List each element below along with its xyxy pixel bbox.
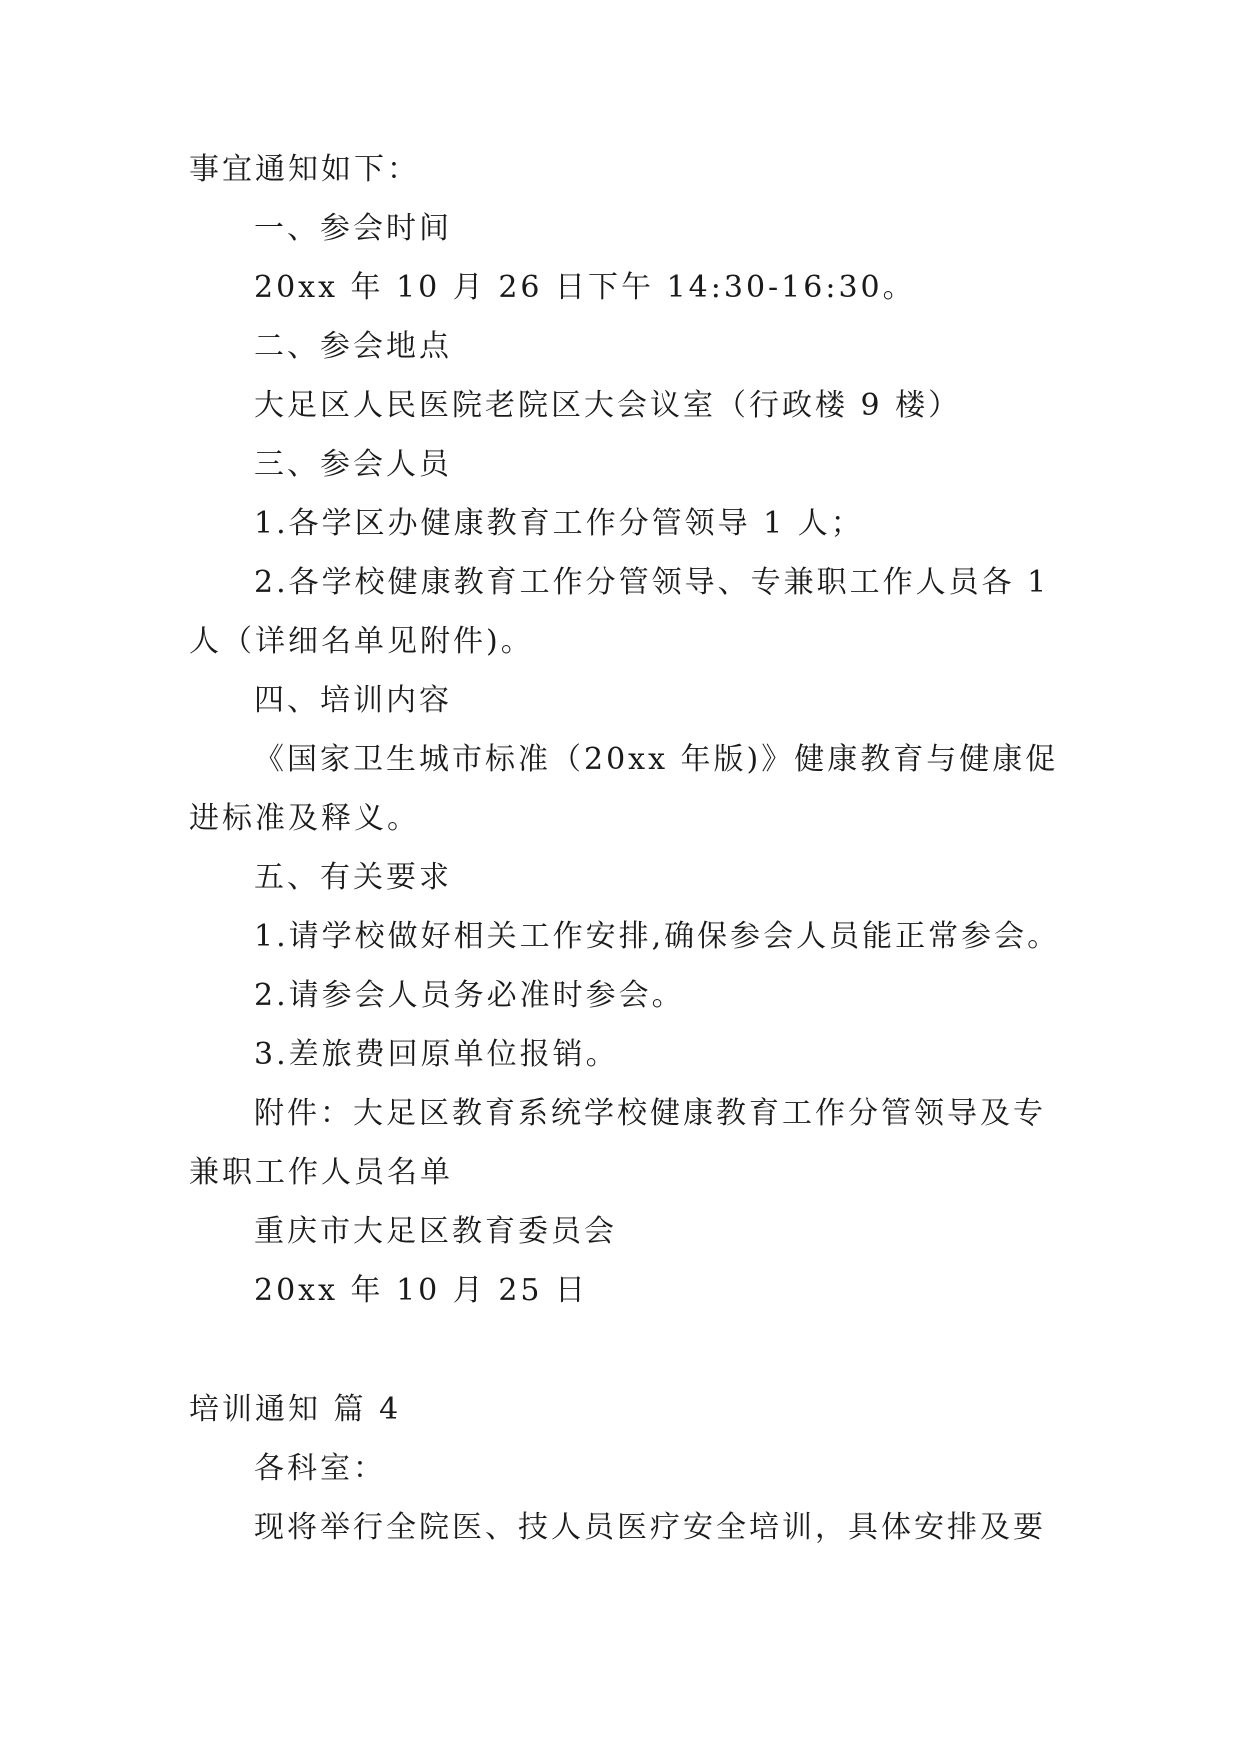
body-paragraph: 现将举行全院医、技人员医疗安全培训，具体安排及要: [254, 1510, 1046, 1545]
attendee-item-1: 1.各学区办健康教育工作分管领导 1 人；: [254, 506, 864, 541]
section-heading-location: 二、参会地点: [254, 329, 452, 364]
meeting-location: 大足区人民医院老院区大会议室（行政楼 9 楼）: [254, 388, 962, 423]
attachment-line: 附件：大足区教育系统学校健康教育工作分管领导及专: [254, 1096, 1046, 1131]
training-content: 《国家卫生城市标准（20xx 年版)》健康教育与健康促: [254, 742, 1059, 777]
attendee-item-2-continued: 人（详细名单见附件)。: [189, 624, 534, 659]
intro-line: 事宜通知如下：: [189, 152, 420, 187]
training-content-continued: 进标准及释义。: [189, 801, 420, 836]
requirement-item-3: 3.差旅费回原单位报销。: [254, 1037, 619, 1072]
section-heading-time: 一、参会时间: [254, 211, 452, 246]
article-heading: 培训通知 篇 4: [189, 1392, 402, 1427]
section-heading-attendees: 三、参会人员: [254, 447, 452, 482]
issue-date: 20xx 年 10 月 25 日: [254, 1273, 589, 1308]
requirement-item-1: 1.请学校做好相关工作安排,确保参会人员能正常参会。: [254, 919, 1061, 954]
section-heading-requirements: 五、有关要求: [254, 860, 452, 895]
requirement-item-2: 2.请参会人员务必准时参会。: [254, 978, 685, 1013]
salutation: 各科室：: [254, 1451, 386, 1486]
attachment-line-continued: 兼职工作人员名单: [189, 1155, 453, 1190]
section-heading-content: 四、培训内容: [254, 683, 452, 718]
issuer-name: 重庆市大足区教育委员会: [254, 1214, 617, 1249]
attendee-item-2: 2.各学校健康教育工作分管领导、专兼职工作人员各 1: [254, 565, 1050, 600]
meeting-time: 20xx 年 10 月 26 日下午 14:30-16:30。: [254, 270, 916, 305]
